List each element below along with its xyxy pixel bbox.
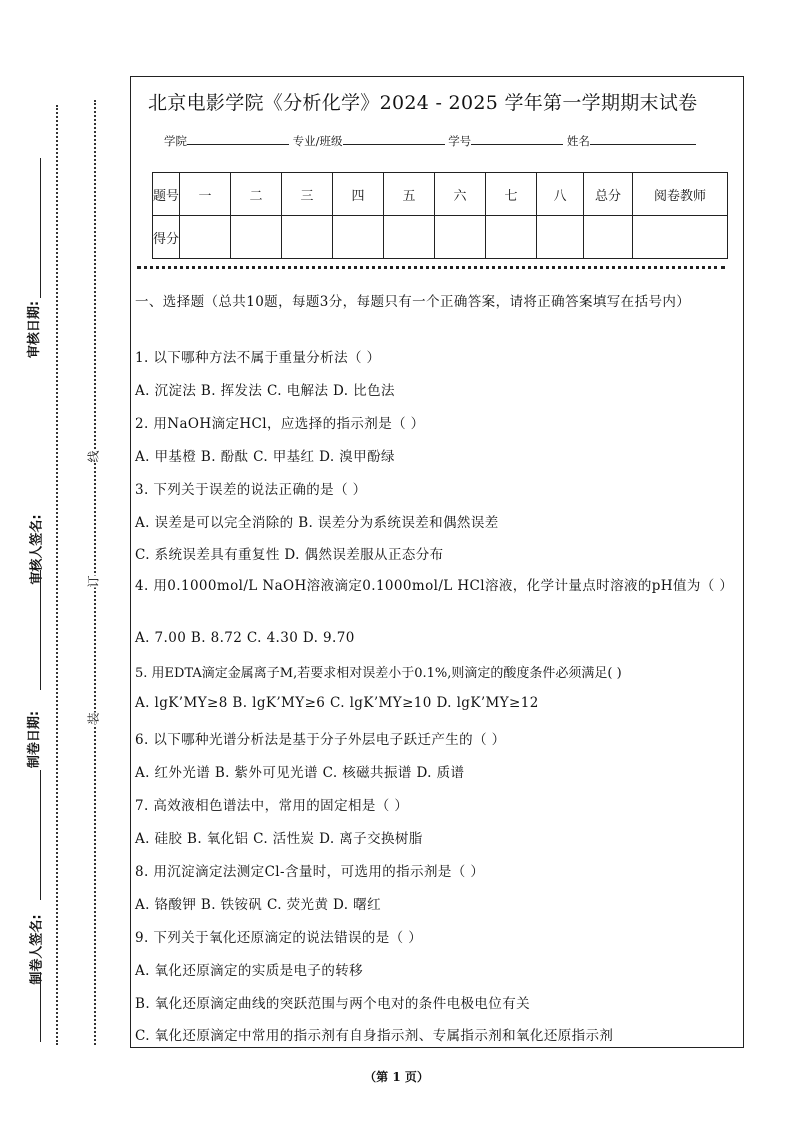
question-8-options: A. 铬酸钾 B. 铁铵矾 C. 荧光黄 D. 曙红: [135, 897, 381, 913]
student-id-field[interactable]: [471, 132, 563, 145]
question-2-options: A. 甲基橙 B. 酚酞 C. 甲基红 D. 溴甲酚绿: [135, 449, 395, 465]
question-number-label: 题号: [153, 173, 180, 216]
question-6: 6. 以下哪种光谱分析法是基于分子外层电子跃迁产生的（ ）: [135, 732, 506, 748]
name-field[interactable]: [590, 132, 696, 145]
col-8: 八: [537, 173, 584, 216]
col-4: 四: [333, 173, 384, 216]
binding-mark-staple: 订: [86, 575, 101, 588]
question-9-option-c: C. 氧化还原滴定中常用的指示剂有自身指示剂、专属指示剂和氧化还原指示剂: [135, 1028, 614, 1044]
author-signature-label: 制卷人签名:: [29, 914, 45, 985]
reviewer-signature-label: 审核人签名:: [29, 514, 45, 585]
question-7-options: A. 硅胶 B. 氧化铝 C. 活性炭 D. 离子交换树脂: [135, 831, 423, 847]
score-table-score-row: [153, 216, 728, 259]
exam-date-line: [40, 770, 41, 900]
question-9-option-b: B. 氧化还原滴定曲线的突跃范围与两个电对的条件电极电位有关: [135, 996, 531, 1012]
col-5: 五: [384, 173, 435, 216]
binding-mark-bind: 装: [86, 712, 101, 725]
major-class-label: 专业/班级: [292, 134, 343, 148]
binding-mark-line: 线: [86, 450, 101, 463]
question-3-options-ab: A. 误差是可以完全消除的 B. 误差分为系统误差和偶然误差: [135, 515, 499, 531]
section-heading: 一、选择题（总共10题，每题3分，每题只有一个正确答案，请将正确答案填写在括号内）: [135, 294, 691, 310]
score-cell[interactable]: [584, 216, 633, 259]
score-label: 得分: [153, 216, 180, 259]
question-5: 5. 用EDTA滴定金属离子M,若要求相对误差小于0.1%,则滴定的酸度条件必须满足( ): [135, 666, 622, 681]
author-signature-line: [40, 972, 41, 1042]
binding-dotted-line-inner: [94, 100, 96, 1045]
college-field[interactable]: [187, 132, 289, 145]
reviewer-signature-line: [40, 570, 41, 690]
question-3-options-cd: C. 系统误差具有重复性 D. 偶然误差服从正态分布: [135, 547, 444, 563]
dotted-separator: [137, 266, 725, 269]
student-id-label: 学号: [448, 134, 472, 148]
review-date-line: [40, 158, 41, 298]
question-4: 4. 用0.1000mol/L NaOH溶液滴定0.1000mol/L HCl溶液，化学计量点时溶液的pH值为（ ）: [135, 578, 734, 594]
college-label: 学院: [164, 134, 187, 148]
question-5-options: A. lgK’MY≥8 B. lgK’MY≥6 C. lgK’MY≥10 D. lgK’MY≥12: [135, 695, 539, 711]
name-label: 姓名: [566, 134, 590, 148]
exam-date-label: 制卷日期:: [27, 710, 43, 769]
score-cell[interactable]: [435, 216, 486, 259]
question-2: 2. 用NaOH滴定HCl，应选择的指示剂是（ ）: [135, 416, 425, 432]
score-cell[interactable]: [231, 216, 282, 259]
score-cell[interactable]: [537, 216, 584, 259]
question-7: 7. 高效液相色谱法中，常用的固定相是（ ）: [135, 798, 409, 814]
score-cell[interactable]: [333, 216, 384, 259]
student-info-row: [164, 132, 696, 149]
question-3: 3. 下列关于误差的说法正确的是（ ）: [135, 482, 367, 498]
page-number: （第 1 页）: [364, 1070, 429, 1084]
score-table: [152, 172, 728, 259]
col-6: 六: [435, 173, 486, 216]
col-3: 三: [282, 173, 333, 216]
question-4-options: A. 7.00 B. 8.72 C. 4.30 D. 9.70: [135, 630, 355, 646]
col-1: 一: [180, 173, 231, 216]
question-1-options: A. 沉淀法 B. 挥发法 C. 电解法 D. 比色法: [135, 383, 395, 399]
binding-dotted-line-outer: [56, 105, 58, 1045]
question-1: 1. 以下哪种方法不属于重量分析法（ ）: [135, 350, 381, 366]
col-2: 二: [231, 173, 282, 216]
col-7: 七: [486, 173, 537, 216]
col-grader: 阅卷教师: [633, 173, 728, 216]
score-cell[interactable]: [282, 216, 333, 259]
col-total: 总分: [584, 173, 633, 216]
question-9: 9. 下列关于氧化还原滴定的说法错误的是（ ）: [135, 930, 423, 946]
question-6-options: A. 红外光谱 B. 紫外可见光谱 C. 核磁共振谱 D. 质谱: [135, 765, 465, 781]
score-cell[interactable]: [633, 216, 728, 259]
score-cell[interactable]: [486, 216, 537, 259]
question-8: 8. 用沉淀滴定法测定Cl-含量时，可选用的指示剂是（ ）: [135, 864, 485, 880]
major-class-field[interactable]: [343, 132, 445, 145]
score-cell[interactable]: [180, 216, 231, 259]
score-table-header-row: [153, 173, 728, 216]
exam-title: 北京电影学院《分析化学》2024 - 2025 学年第一学期期末试卷: [148, 92, 698, 114]
score-cell[interactable]: [384, 216, 435, 259]
question-9-option-a: A. 氧化还原滴定的实质是电子的转移: [135, 963, 364, 979]
review-date-label: 审核日期:: [27, 300, 43, 359]
